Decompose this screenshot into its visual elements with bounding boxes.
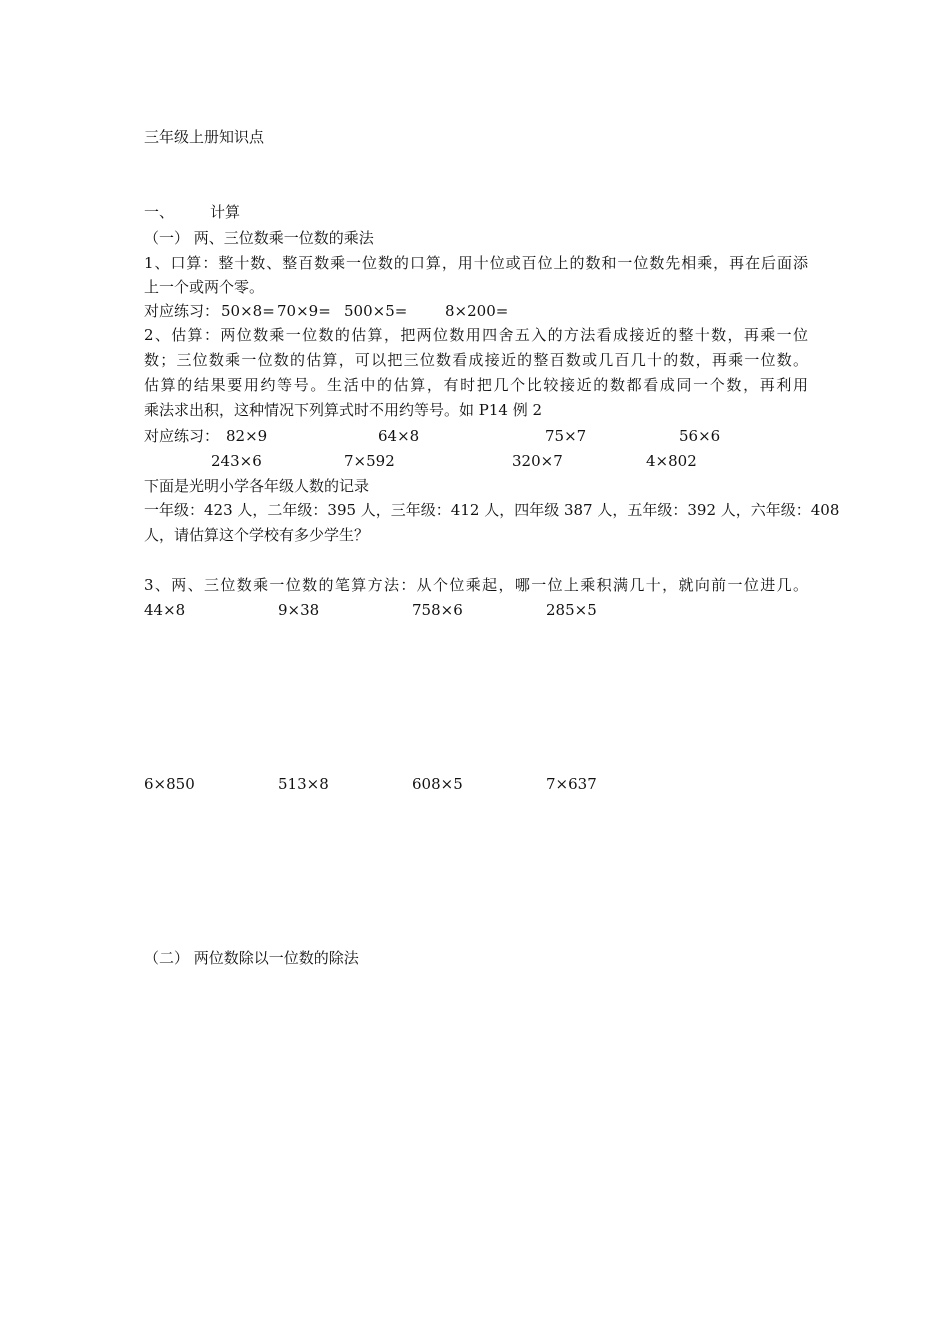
section-number: 一、 (144, 203, 175, 221)
practice-1-row (144, 301, 219, 321)
written-calc-item: 44×8 (144, 601, 186, 619)
written-calc-item: 608×5 (412, 775, 463, 793)
subsection-heading-1: （一） 两、三位数乘一位数的乘法 (144, 229, 374, 247)
practice-2-item: 7×592 (344, 452, 395, 470)
written-calc-item: 6×850 (144, 775, 195, 793)
practice-2-item: 56×6 (679, 427, 721, 445)
record-line-1: 一年级：423 人，二年级：395 人，三年级：412 人，四年级 387 人，五年级：392 人，六年级：408 (144, 501, 840, 519)
practice-1-item: 8×200= (445, 302, 509, 320)
practice-label: 对应练习： (144, 302, 220, 320)
practice-2-item: 243×6 (211, 452, 262, 470)
paragraph-2-line-4: 乘法求出积，这种情况下列算式时不用约等号。如 P14 例 2 (144, 401, 543, 419)
practice-1-item: 50×8= (221, 302, 275, 320)
paragraph-3-line-1: 3、两、三位数乘一位数的笔算方法：从个位乘起，哪一位上乘积满几十，就向前一位进几。 (144, 576, 808, 594)
subsection-heading-2: （二） 两位数除以一位数的除法 (144, 949, 359, 967)
practice-2-item: 320×7 (512, 452, 563, 470)
written-calc-item: 285×5 (546, 601, 597, 619)
record-title: 下面是光明小学各年级人数的记录 (144, 477, 370, 495)
paragraph-1-line-2: 上一个或两个零。 (144, 278, 265, 296)
section-heading (144, 202, 241, 222)
paragraph-2-line-2: 数；三位数乘一位数的估算，可以把三位数看成接近的整百数或几百几十的数，再乘一位数。 (144, 351, 808, 369)
practice-2-item: 4×802 (646, 452, 697, 470)
paragraph-2-line-1: 2、估算：两位数乘一位数的估算，把两位数用四舍五入的方法看成接近的整十数，再乘一位 (144, 326, 808, 344)
practice-2-item: 64×8 (378, 427, 420, 445)
written-calc-item: 513×8 (278, 775, 329, 793)
written-calc-item: 7×637 (546, 775, 597, 793)
practice-1-item: 70×9= (277, 302, 331, 320)
practice-2-item: 75×7 (545, 427, 587, 445)
practice-2-label: 对应练习： (144, 427, 220, 445)
paragraph-1-line-1: 1、口算：整十数、整百数乘一位数的口算，用十位或百位上的数和一位数先相乘，再在后面添 (144, 254, 808, 272)
written-calc-item: 9×38 (278, 601, 320, 619)
record-line-2: 人，请估算这个学校有多少学生？ (144, 526, 370, 544)
section-title: 计算 (210, 203, 241, 221)
written-calc-item: 758×6 (412, 601, 463, 619)
practice-1-item: 500×5= (344, 302, 408, 320)
document-title: 三年级上册知识点 (144, 128, 265, 146)
practice-2-item: 82×9 (226, 427, 268, 445)
paragraph-2-line-3: 估算的结果要用约等号。生活中的估算，有时把几个比较接近的数都看成同一个数，再利用 (144, 376, 808, 394)
